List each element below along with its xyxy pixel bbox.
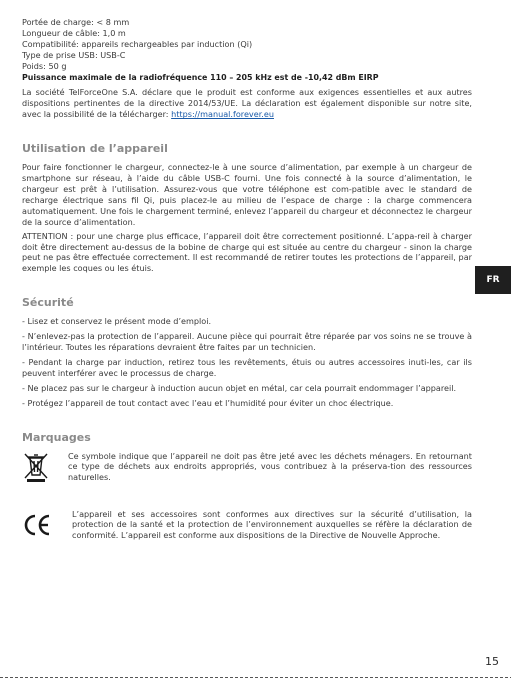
usage-heading: Utilisation de l’appareil <box>22 142 168 156</box>
crossed-out-bin-icon <box>22 451 68 487</box>
safety-heading: Sécurité <box>22 296 74 310</box>
weee-marking <box>22 451 472 487</box>
ce-text: L’appareil et ses accessoires sont conformes aux directives sur la sécurité d’utilisation, la protection de la santé et la protection de l’environnement auxquelles se réfère la déclaration de conformité. L’appareil est conforme aux dispositions de la Directive de Nouvelle Approche. <box>72 508 472 541</box>
spec-cable-length: Longueur de câble: 1,0 m <box>22 27 126 38</box>
safety-item: - Ne placez pas sur le chargeur à induction aucun objet en métal, car cela pourrait endommager l’appareil. <box>22 382 457 393</box>
declaration-text: La société TelForceOne S.A. déclare que le produit est conforme aux exigences essentielles et aux autres dispositions pertinentes de la directive 2014/53/UE. La déclaration est également disponible sur notre site, avec la possibilité de la télécharger: <box>22 87 472 120</box>
page-number: 15 <box>485 655 499 668</box>
weee-text: Ce symbole indique que l’appareil ne doit pas être jeté avec les déchets ménagers. En retournant ce type de déchets aux endroits appropriés, vous contribuez à la préserva-tion des ressources naturelles. <box>68 450 472 483</box>
document-page <box>22 17 472 541</box>
spec-compatibility: Compatibilité: appareils rechargeables par induction (Qi) <box>22 38 253 49</box>
spec-usb-type: Type de prise USB: USB-C <box>22 49 126 60</box>
ce-mark-svg <box>22 513 52 537</box>
usage-paragraph-2: ATTENTION : pour une charge plus efficace, l’appareil doit être correctement positionné. L’appa-reil à charger doit être directement au-dessus de la bobine de charge qui est située au centre du chargeur - sinon la charge peut ne pas être effectuée correctement. Il est recommandé de retirer toutes les protections de l’appareil, par exemple les coques ou les étuis. <box>22 230 472 274</box>
safety-item: - N’enlevez-pas la protection de l’appareil. Aucune pièce qui pourrait être réparée par vos soins ne se trouve à l’intérieur. Toutes les réparations devraient être faites par un technicien. <box>22 331 472 353</box>
safety-item: - Pendant la charge par induction, retirez tous les revêtements, étuis ou autres accessoires inuti-les, car ils peuvent interférer avec le processus de charge. <box>22 356 472 378</box>
safety-item: - Lisez et conservez le présent mode d’emploi. <box>22 316 212 327</box>
crossed-out-bin-svg <box>22 451 50 483</box>
rf-power-statement: Puissance maximale de la radiofréquence 110 – 205 kHz est de -10,42 dBm EIRP <box>22 72 379 82</box>
markings-heading: Marquages <box>22 430 91 444</box>
declaration-paragraph <box>22 87 472 120</box>
language-tab: FR <box>475 266 511 294</box>
manual-link[interactable]: https://manual.forever.eu <box>171 109 274 120</box>
ce-marking <box>22 509 472 542</box>
spec-list <box>22 17 472 72</box>
usage-paragraph-1: Pour faire fonctionner le chargeur, connectez-le à une source d’alimentation, par exemple à un chargeur de smartphone sur réseau, à l’aide du câble USB-C fourni. Une fois connecté à la source d’alimentation, le chargeur est prêt à l’utilisation. Assurez-vous que votre téléphone est com-patible avec le standard de recharge électrique sans fil Qi, puis placez-le au milieu de l’espace de charge : la charge commencera automatiquement. Une fois le chargement terminé, enlevez l’appareil du chargeur et déconnectez le chargeur de la source d’alimentation. <box>22 162 472 227</box>
safety-list <box>22 316 472 408</box>
bottom-divider <box>0 677 511 678</box>
ce-mark-icon <box>22 509 72 541</box>
safety-item: - Protégez l’appareil de tout contact avec l’eau et l’humidité pour éviter un choc électrique. <box>22 397 394 408</box>
spec-weight: Poids: 50 g <box>22 60 67 71</box>
spec-charge-range: Portée de charge: < 8 mm <box>22 17 130 27</box>
